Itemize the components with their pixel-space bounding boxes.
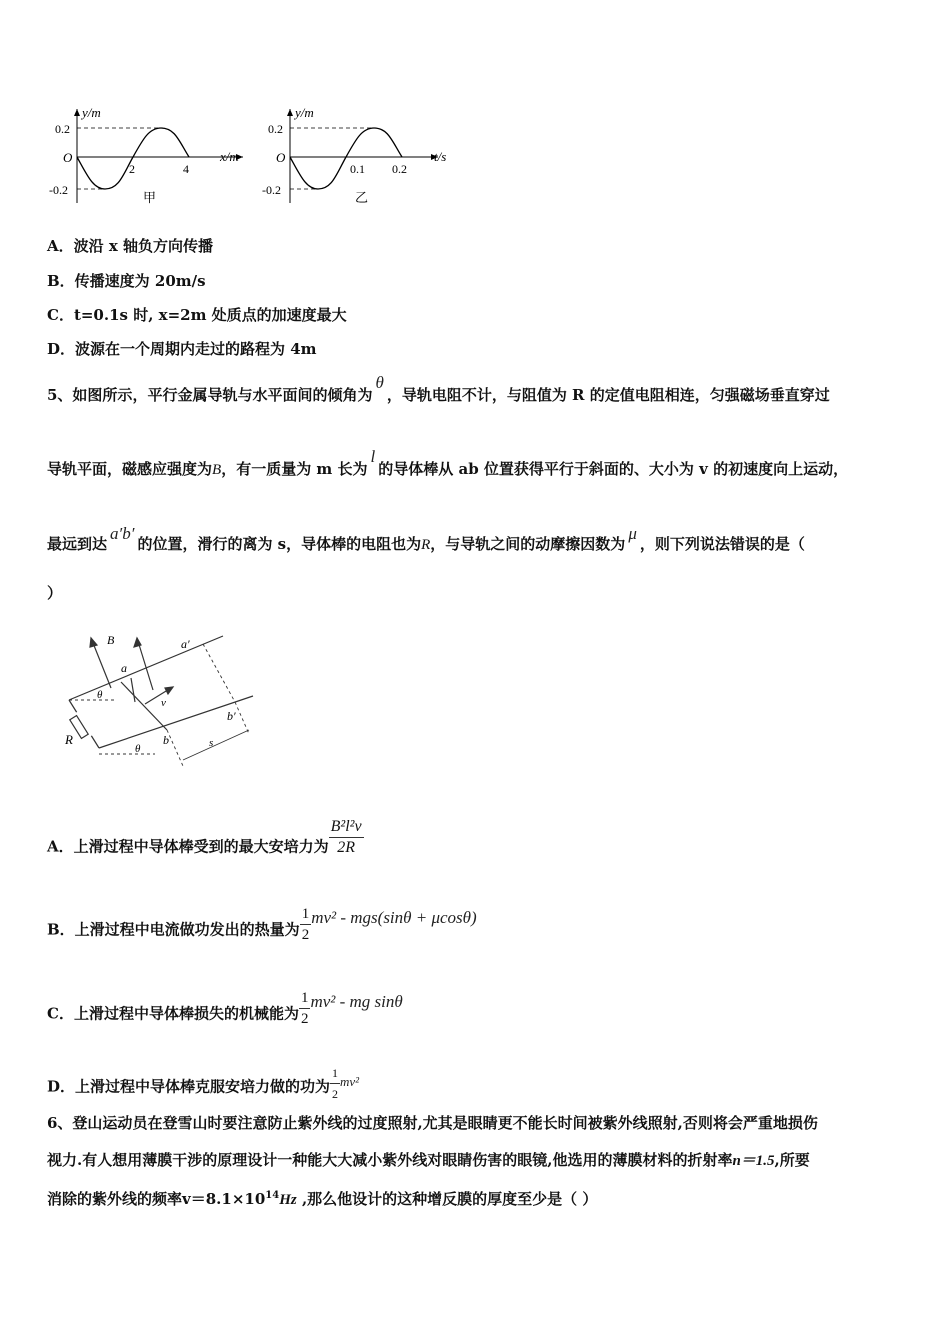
theta-symbol: θ — [375, 373, 384, 392]
y-tick-neg: -0.2 — [49, 183, 68, 197]
q4-option-d: D．波源在一个周期内走过的路程为 4m — [47, 340, 317, 358]
q5-option-c: C．上滑过程中导体棒损失的机械能为 $\frac{1}{2}$ mv² - mg sinθ — [47, 990, 403, 1027]
fig-label-theta-bottom: θ — [135, 743, 141, 755]
x-axis-label: x/m — [220, 149, 239, 164]
fig-label-R: R — [65, 732, 73, 747]
wave-curve-yi — [290, 128, 402, 189]
q5-stem-line4: ） — [47, 584, 63, 602]
q6-line3: 消除的紫外线的频率$v=8.1\times 10^{14}Hz$ ,那么他设计的这种增反膜的厚度至少是（ ） — [47, 1190, 598, 1208]
graph-caption: 甲 — [143, 190, 157, 205]
x-tick: 2 — [129, 162, 135, 176]
fig-label-s: s — [209, 737, 214, 749]
fig-label-B: B — [107, 633, 115, 647]
graph-yi — [258, 105, 458, 210]
y-tick-neg: -0.2 — [262, 183, 281, 197]
q5-option-d: D．上滑过程中导体棒克服安培力做的功为 $\frac{1}{2}$ mv² — [47, 1067, 359, 1108]
q5-stem-line2: 导轨平面，磁感应强度为B，有一质量为 m 长为l的导体棒从 ab 位置获得平行于斜面的、大小为 v 的初速度向上运动， — [47, 447, 849, 478]
graph-caption: 乙 — [355, 190, 369, 205]
fig-label-theta-top: θ — [97, 689, 103, 701]
fraction-half: $\frac{1}{2}$ — [301, 906, 310, 943]
wave-curve-jia — [77, 128, 189, 189]
q5-stem-line1: 5、如图所示，平行金属导轨与水平面间的倾角为θ，导轨电阻不计，与阻值为 R 的定值电阻相连，匀强磁场垂直穿过 — [47, 373, 830, 404]
mu-symbol: μ — [628, 524, 637, 543]
q4-option-c: C．t=0.1s 时, x=2m 处质点的加速度最大 — [47, 306, 347, 324]
fig-label-b: b — [163, 733, 169, 747]
l-symbol: l — [370, 447, 376, 466]
origin-label: O — [276, 150, 286, 165]
x-tick: 0.1 — [350, 162, 365, 176]
q5-option-a: A．上滑过程中导体棒受到的最大安培力为 $\frac{\text{B²l²v}}{2R}$ — [47, 818, 362, 856]
y-tick-pos: 0.2 — [55, 122, 70, 136]
origin-label: O — [63, 150, 73, 165]
fraction: $\frac{\text{B²l²v}}{2R}$ — [330, 818, 362, 856]
q5-stem-line3: 最远到达a′b′的位置，滑行的离为 s，导体棒的电阻也为R，与导轨之间的动摩擦因数为μ，则下列说法错误的是（ — [47, 524, 805, 553]
q6-line2: 视力.有人想用薄膜干涉的原理设计一种能大大减小紫外线对眼睛伤害的眼镜,他选用的薄膜材料的折射率n＝1.5,所要 — [47, 1151, 810, 1169]
graph-jia — [45, 105, 250, 210]
y-axis-label: y/m — [82, 105, 101, 120]
fig-label-a-prime: a′ — [181, 637, 190, 651]
q5-option-b: B．上滑过程中电流做功发出的热量为 $\frac{1}{2}$ mv² - mgs(sinθ + μcosθ) — [47, 906, 477, 943]
fig-label-b-prime: b′ — [227, 709, 236, 723]
fraction-half: $\frac{1}{2}$ — [330, 1063, 340, 1104]
y-axis-label: y/m — [295, 105, 314, 120]
q6-line1: 6、登山运动员在登雪山时要注意防止紫外线的过度照射,尤其是眼睛更不能长时间被紫外线照射,否则将会严重地损伤 — [47, 1114, 818, 1132]
fig-label-v: v — [161, 697, 166, 709]
x-axis-label: t/s — [434, 149, 447, 164]
x-tick: 0.2 — [392, 162, 407, 176]
fig-label-a: a — [121, 661, 127, 675]
fraction-half: $\frac{1}{2}$ — [300, 990, 309, 1027]
q4-option-a: A．波沿 x 轴负方向传播 — [47, 237, 214, 255]
q4-option-b: B．传播速度为 20m/s — [47, 272, 206, 290]
apbp-symbol: a′b′ — [110, 524, 135, 543]
q5-rail-figure — [55, 620, 265, 770]
y-tick-pos: 0.2 — [268, 122, 283, 136]
x-tick: 4 — [183, 162, 189, 176]
